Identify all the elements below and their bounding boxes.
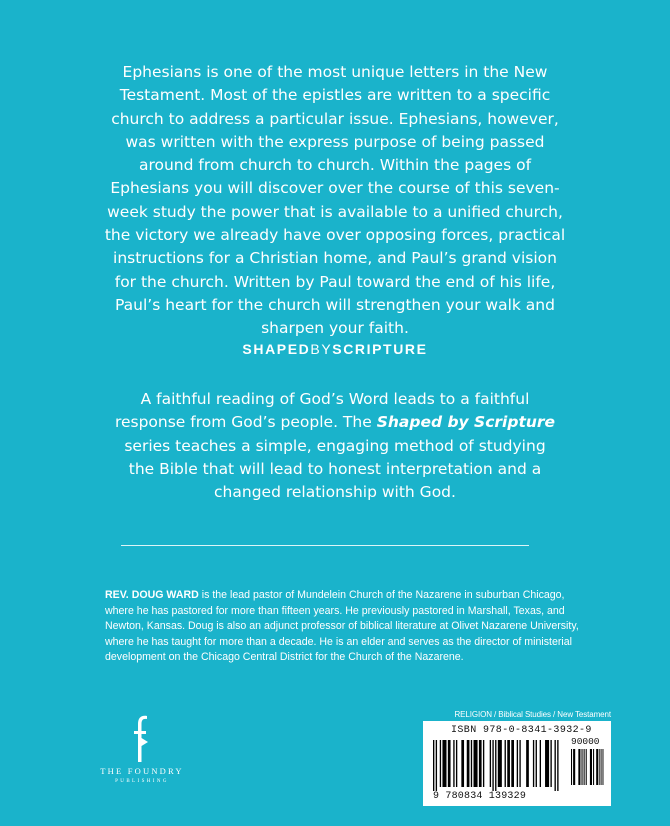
price-code: 90000 [571,736,600,747]
barcode-bar [601,749,602,785]
book-description: Ephesians is one of the most unique letters in the New Testament. Most of the epistles are written to a specific church to address a particular issue. Ephesians, however, was written with the express purpose of being passed around from church to church. Within the pages of Ephesians you will discover over the course of this seven-week study the power that is available to a unified church, the victory we already have over opposing forces, practical instructions for a Christian home, and Paul’s grand vision for the church. Written by Paul toward the end of his life, Paul’s heart for the church will strengthen your walk and sharpen your faith. [104,63,566,338]
barcode-bar [526,740,529,787]
barcode-digits: 9 780834 139329 [433,791,527,802]
barcode-bar [471,740,472,787]
barcode-bar [517,740,518,787]
barcode-bar [492,740,493,791]
series-title-emphasis: Shaped by Scripture [376,413,556,432]
barcode-bar [593,749,594,785]
ean-barcode [433,740,568,792]
series-logo-by: BY [310,341,333,357]
barcode-bar [557,740,558,791]
barcode-bar [433,740,434,791]
author-name: REV. DOUG WARD [105,589,199,601]
barcode-bar [436,740,437,791]
category-label: RELIGION / Biblical Studies / New Testament [454,710,611,719]
series-logo [0,341,670,357]
barcode-bar [440,740,441,787]
barcode-bar [573,749,575,785]
barcode-bar [511,740,514,787]
series-description [110,388,560,504]
barcode-bar [550,740,551,787]
barcode-bar [545,740,549,787]
barcode-bar [596,749,598,785]
barcode-bar [448,740,451,787]
barcode-bar [507,740,510,787]
author-bio-text: is the lead pastor of Mundelein Church of the Nazarene in suburban Chicago, where he has pastored for more than fifteen years. He previously pastored in Marshall, Texas, and Newton, Kansas. Doug is also an adjunct professor of biblical literature at Olivet Nazarene University, where he has taught for more than a decade. He is an elder and serves as the director of ministerial development on the Chicago Central District for the Church of the Nazarene. [105,589,579,663]
publisher-logo [82,714,202,784]
series-desc-text-1: A faithful reading of God’s Word leads to a faithful response from God’s people. The [114,390,530,432]
barcode-bar [533,740,534,787]
publisher-name: THE FOUNDRY [100,766,184,776]
barcode-bar [461,740,464,787]
barcode-bar [540,740,541,787]
addon-barcode [571,749,604,787]
series-logo-scripture: SCRIPTURE [332,341,428,357]
barcode-bar [584,749,585,785]
barcode-bar [519,740,520,787]
foundry-f-icon [132,714,152,764]
series-desc-text-2: series teaches a simple, engaging method of studying the Bible that will lead to honest interpretation and a changed relationship with God. [124,436,546,502]
barcode-bar [495,740,496,791]
barcode-bar [571,749,572,785]
author-bio [105,588,580,666]
barcode-bar [505,740,506,787]
barcode-bar [586,749,587,785]
barcode-bar [555,740,556,791]
publisher-subname: PUBLISHING [115,779,169,784]
barcode-bar [498,740,502,787]
barcode-bar [474,740,478,787]
barcode-bar [467,740,470,787]
barcode-bar [483,740,484,787]
barcode-bar [442,740,446,787]
divider-line [121,545,529,546]
barcode-bar [490,740,491,787]
barcode-bar [536,740,537,787]
barcode-panel [423,721,611,806]
barcode-bar [599,749,600,785]
series-logo-shaped: SHAPED [242,341,311,357]
barcode-bar [578,749,580,785]
barcode-bar [479,740,482,787]
barcode-bar [582,749,583,785]
barcode-bar [453,740,454,787]
barcode-bar [590,749,592,785]
isbn-text: ISBN 978-0-8341-3932-9 [451,725,592,736]
barcode-bar [456,740,457,787]
